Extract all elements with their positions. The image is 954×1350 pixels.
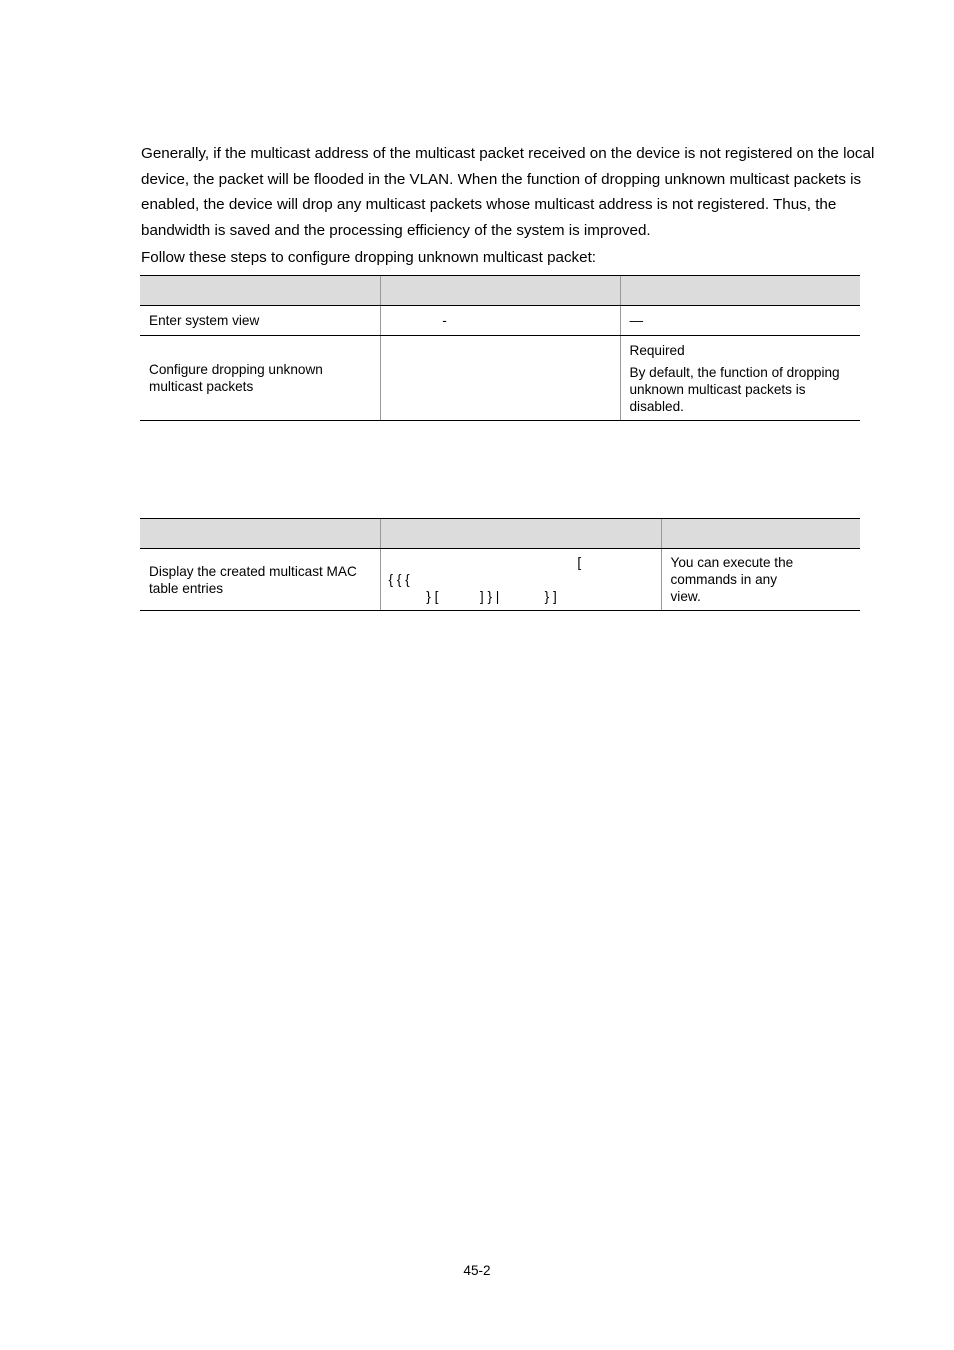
operation-cell: Configure dropping unknown multicast packets xyxy=(140,336,380,421)
operation-cell: Display the created multicast MAC table entries xyxy=(140,549,380,611)
remarks-text: Required xyxy=(629,342,685,358)
remarks-cell xyxy=(620,336,860,421)
header-cell xyxy=(620,276,860,306)
intro-paragraph: Generally, if the multicast address of the multicast packet received on the device is not registered on the local device, the packet will be flooded in the VLAN. When the function of dropping unknown multicast packets is enabled, the device will drop any multicast packets whose multicast address is not registered. Thus, the bandwidth is saved and the processing efficiency of the system is improved. xyxy=(141,145,875,239)
header-cell xyxy=(661,519,860,549)
header-cell xyxy=(140,276,380,306)
remarks-text: — xyxy=(629,313,644,328)
command-line: [ xyxy=(388,555,582,570)
command-line: { { { xyxy=(388,572,410,587)
command-cell: - xyxy=(380,306,620,336)
operation-cell: Enter system view xyxy=(140,306,380,336)
remarks-text: By default, the function of dropping unknown multicast packets is disabled. xyxy=(629,364,840,414)
table-row xyxy=(140,549,860,611)
command-cell xyxy=(380,549,661,611)
display-table xyxy=(140,518,860,611)
remarks-cell: You can execute the commands in any view. xyxy=(661,549,860,611)
header-cell xyxy=(380,276,620,306)
remarks-cell xyxy=(620,306,860,336)
table-header xyxy=(140,519,860,549)
table-row xyxy=(140,336,860,421)
table-row xyxy=(140,306,860,336)
command-line: } [ ] } | } ] xyxy=(388,589,557,604)
header-cell xyxy=(380,519,661,549)
page-number: 45-2 xyxy=(463,1263,491,1278)
header-cell xyxy=(140,519,380,549)
config-table xyxy=(140,275,860,421)
command-cell xyxy=(380,336,620,421)
table-header xyxy=(140,276,860,306)
steps-intro: Follow these steps to configure dropping unknown multicast packet: xyxy=(141,249,597,266)
